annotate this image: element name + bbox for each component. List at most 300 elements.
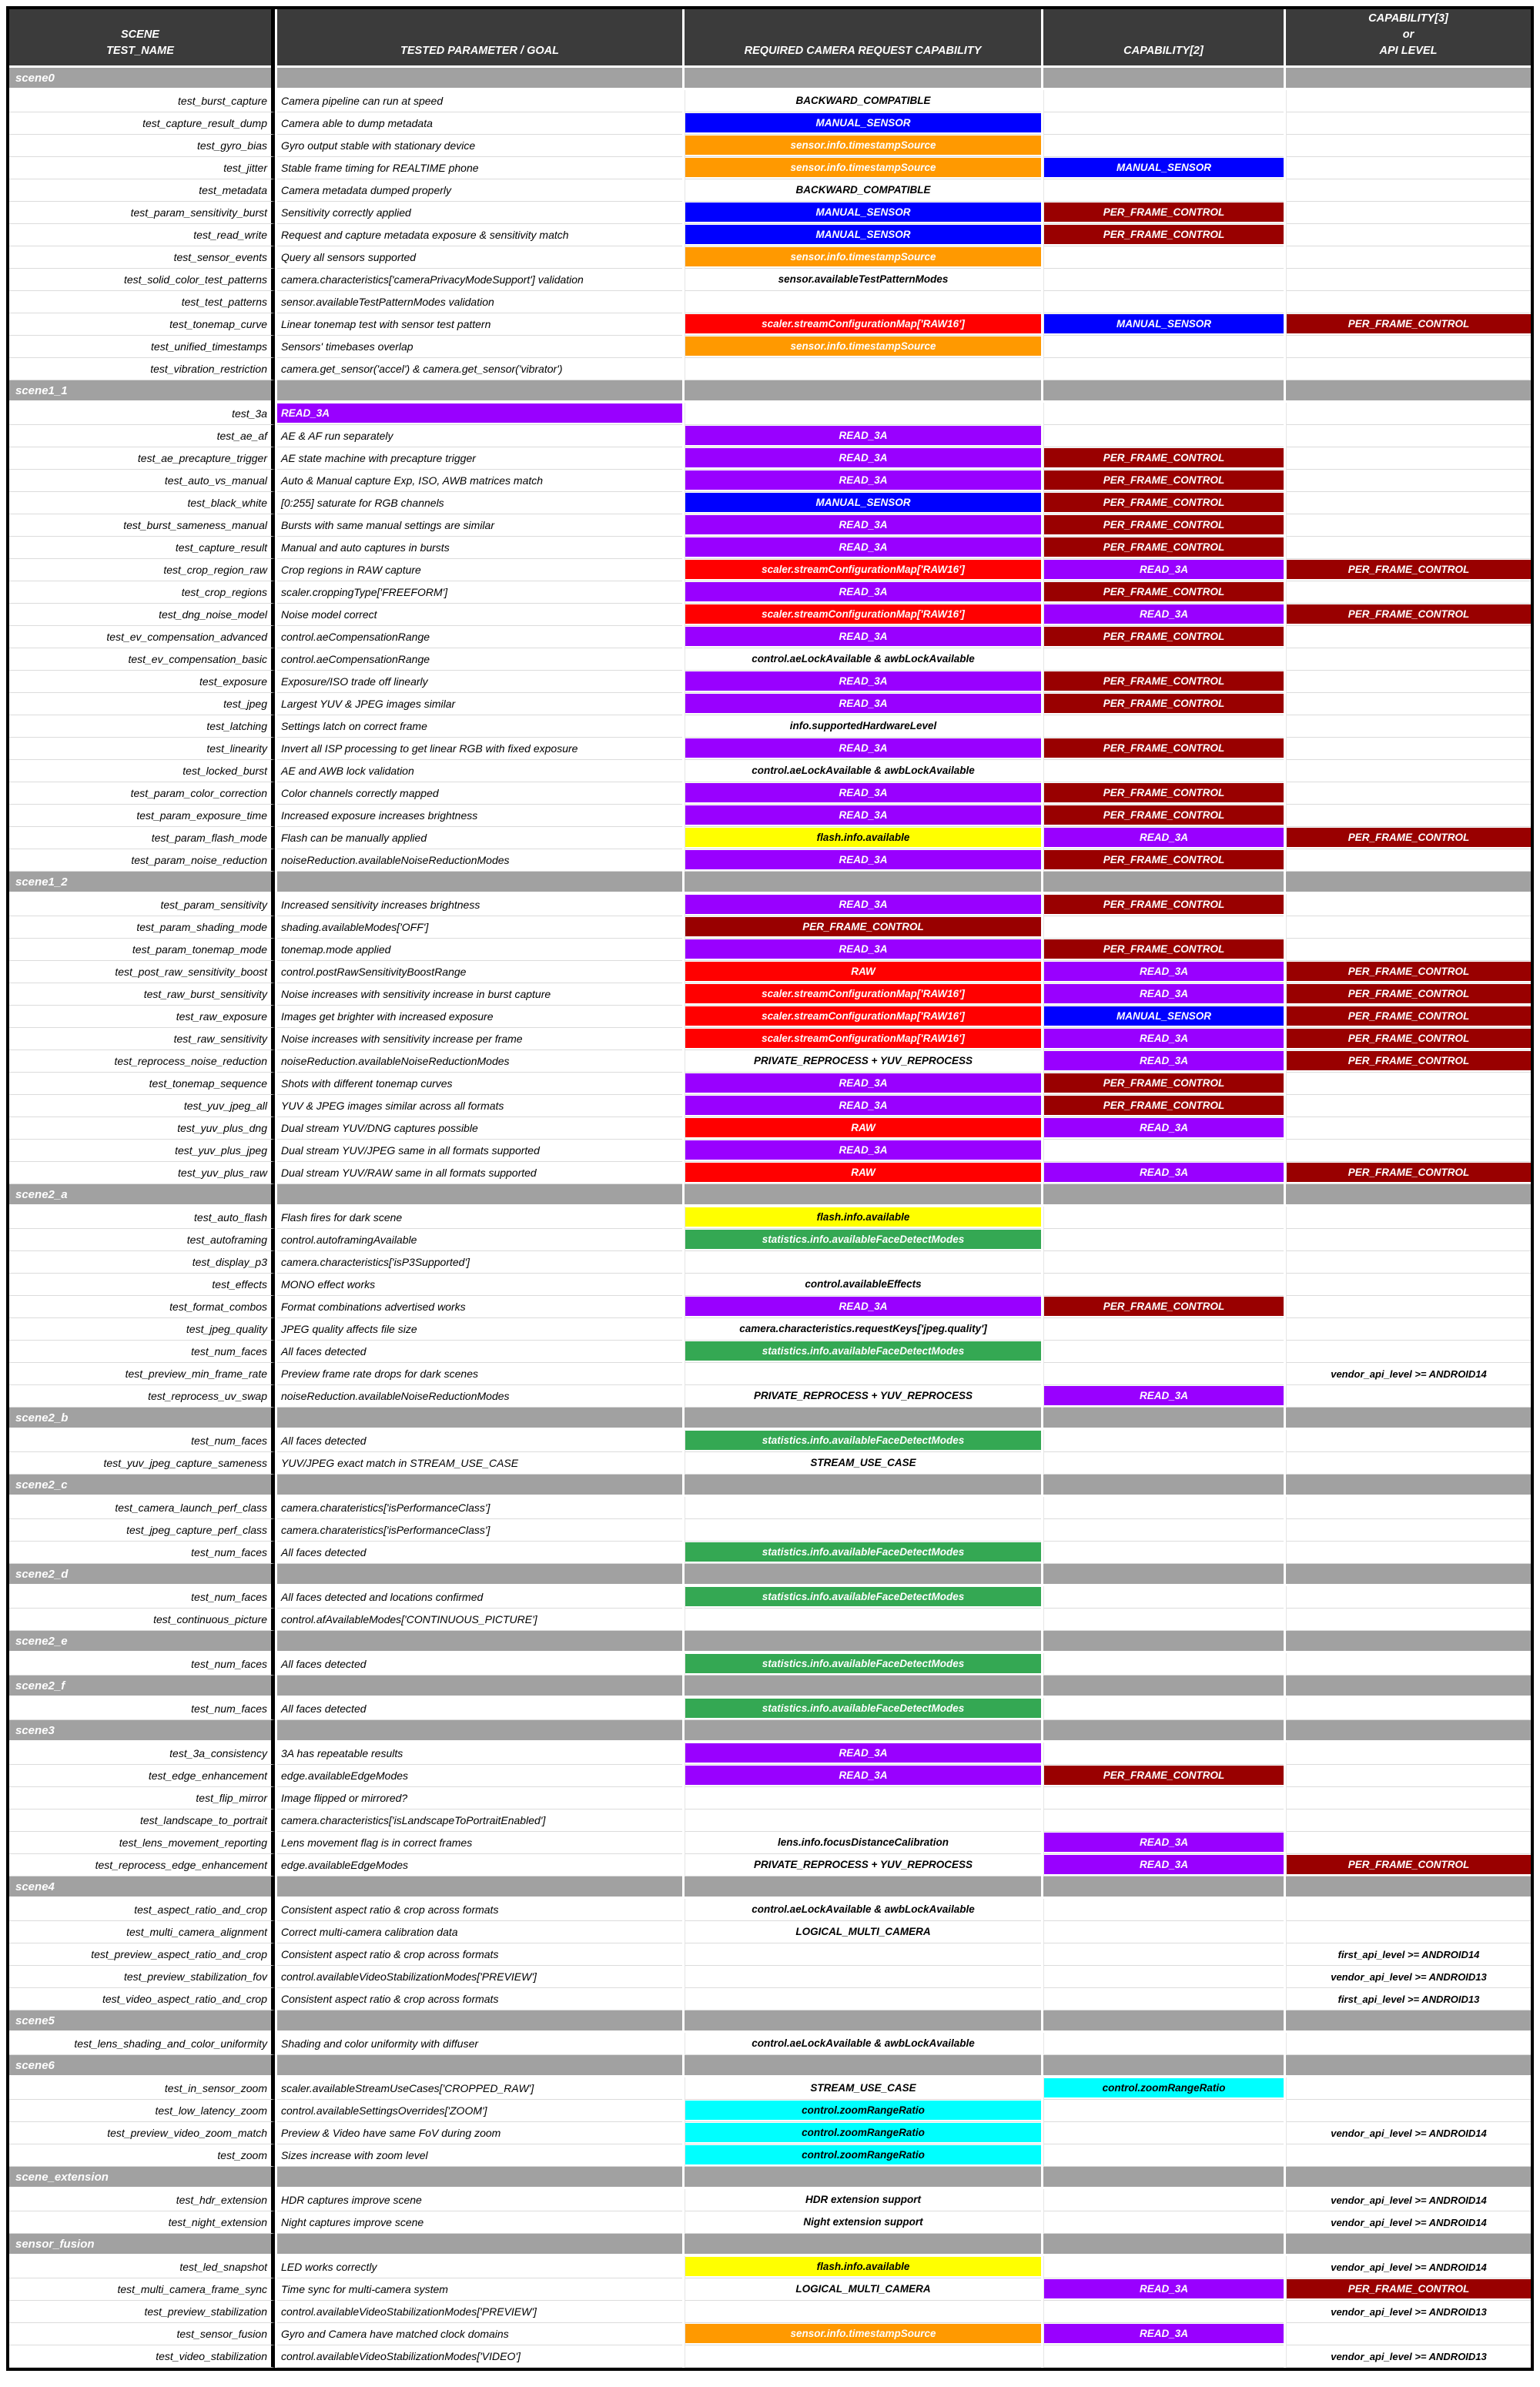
test-name: test_lens_shading_and_color_uniformity bbox=[9, 2033, 275, 2055]
test-name: test_yuv_jpeg_capture_sameness bbox=[9, 1452, 275, 1475]
capability3-or-api-level bbox=[1286, 894, 1531, 916]
required-camera-request-capability bbox=[685, 2122, 1041, 2144]
required-camera-request-capability bbox=[685, 1787, 1041, 1810]
test-row bbox=[9, 514, 1531, 537]
required-camera-request-capability bbox=[685, 1609, 1041, 1631]
test-name: test_yuv_plus_jpeg bbox=[9, 1140, 275, 1162]
capability-badge: scaler.streamConfigurationMap['RAW16'] bbox=[685, 560, 1041, 579]
test-row bbox=[9, 805, 1531, 827]
capability3-or-api-level bbox=[1286, 1006, 1531, 1028]
tested-parameter-goal: edge.availableEdgeModes bbox=[277, 1854, 682, 1876]
test-row bbox=[9, 537, 1531, 559]
test-row bbox=[9, 581, 1531, 604]
scene-bar-segment bbox=[1043, 1564, 1284, 1586]
test-name: test_auto_vs_manual bbox=[9, 470, 275, 492]
test-name: test_jpeg bbox=[9, 693, 275, 715]
capability2 bbox=[1043, 1073, 1284, 1095]
test-name: test_yuv_plus_dng bbox=[9, 1117, 275, 1140]
required-camera-request-capability bbox=[685, 1943, 1041, 1966]
required-camera-request-capability bbox=[685, 112, 1041, 135]
capability2 bbox=[1043, 1140, 1284, 1162]
test-name: test_burst_capture bbox=[9, 90, 275, 112]
scene-bar-segment bbox=[1286, 380, 1531, 403]
capability-badge: sensor.info.timestampSource bbox=[685, 136, 1041, 155]
test-name: test_latching bbox=[9, 715, 275, 738]
scene-bar-segment bbox=[685, 1184, 1041, 1207]
required-camera-request-capability bbox=[685, 782, 1041, 805]
scene-row bbox=[9, 1876, 1531, 1899]
test-name: test_low_latency_zoom bbox=[9, 2100, 275, 2122]
capability2 bbox=[1043, 1832, 1284, 1854]
test-row bbox=[9, 2345, 1531, 2368]
capability2 bbox=[1043, 135, 1284, 157]
test-name: test_post_raw_sensitivity_boost bbox=[9, 961, 275, 983]
required-camera-request-capability bbox=[685, 202, 1041, 224]
tested-parameter-goal: control.availableVideoStabilizationModes['VIDEO'] bbox=[277, 2345, 682, 2368]
test-row bbox=[9, 1140, 1531, 1162]
tested-parameter-goal: LED works correctly bbox=[277, 2256, 682, 2278]
test-row bbox=[9, 827, 1531, 849]
test-name: test_night_extension bbox=[9, 2211, 275, 2234]
scene-bar-segment bbox=[1286, 872, 1531, 894]
required-camera-request-capability bbox=[685, 403, 1041, 425]
tested-parameter-goal: camera.characteristics['isLandscapeToPortraitEnabled'] bbox=[277, 1810, 682, 1832]
required-camera-request-capability bbox=[685, 1140, 1041, 1162]
test-row bbox=[9, 1586, 1531, 1609]
capability3-or-api-level bbox=[1286, 1363, 1531, 1385]
capability-badge: statistics.info.availableFaceDetectModes bbox=[685, 1654, 1041, 1673]
capability-badge: PER_FRAME_CONTROL bbox=[1044, 805, 1284, 825]
tested-parameter-goal: camera.characteristics['cameraPrivacyModeSupport'] validation bbox=[277, 269, 682, 291]
required-camera-request-capability bbox=[685, 470, 1041, 492]
scene-label: scene_extension bbox=[9, 2167, 275, 2189]
required-camera-request-capability bbox=[685, 2189, 1041, 2211]
header-row bbox=[9, 9, 1531, 68]
tested-parameter-goal: noiseReduction.availableNoiseReductionModes bbox=[277, 849, 682, 872]
required-camera-request-capability bbox=[685, 1251, 1041, 1274]
capability2 bbox=[1043, 1810, 1284, 1832]
scene-row bbox=[9, 1720, 1531, 1743]
tested-parameter-goal: Stable frame timing for REALTIME phone bbox=[277, 157, 682, 179]
tested-parameter-goal: control.autoframingAvailable bbox=[277, 1229, 682, 1251]
tested-parameter-goal: Largest YUV & JPEG images similar bbox=[277, 693, 682, 715]
scene-bar-segment bbox=[1286, 2010, 1531, 2033]
scene-bar-segment bbox=[685, 1564, 1041, 1586]
capability3-or-api-level bbox=[1286, 1832, 1531, 1854]
required-camera-request-capability bbox=[685, 425, 1041, 447]
scene-bar-segment bbox=[685, 1676, 1041, 1698]
tested-parameter-goal: [0:255] saturate for RGB channels bbox=[277, 492, 682, 514]
capability2 bbox=[1043, 1653, 1284, 1676]
capability3-or-api-level bbox=[1286, 2323, 1531, 2345]
tested-parameter-goal: YUV & JPEG images similar across all formats bbox=[277, 1095, 682, 1117]
capability3-or-api-level bbox=[1286, 1050, 1531, 1073]
scene-bar-segment bbox=[685, 1408, 1041, 1430]
test-name: test_jitter bbox=[9, 157, 275, 179]
required-camera-request-capability bbox=[685, 1899, 1041, 1921]
capability-badge: READ_3A bbox=[685, 1297, 1041, 1316]
capability2 bbox=[1043, 202, 1284, 224]
scene-bar-segment bbox=[277, 1720, 682, 1743]
tested-parameter-goal: Dual stream YUV/JPEG same in all formats supported bbox=[277, 1140, 682, 1162]
tested-parameter-goal: Gyro and Camera have matched clock domains bbox=[277, 2323, 682, 2345]
scene-bar-segment bbox=[1043, 2234, 1284, 2256]
tested-parameter-goal: Flash can be manually applied bbox=[277, 827, 682, 849]
test-row bbox=[9, 1006, 1531, 1028]
capability-badge: READ_3A bbox=[277, 403, 682, 423]
required-camera-request-capability bbox=[685, 715, 1041, 738]
test-name: test_3a_consistency bbox=[9, 1743, 275, 1765]
scene-label: scene5 bbox=[9, 2010, 275, 2033]
tested-parameter-goal: edge.availableEdgeModes bbox=[277, 1765, 682, 1787]
capability-badge: control.aeLockAvailable & awbLockAvailable bbox=[752, 2037, 975, 2049]
test-name: test_auto_flash bbox=[9, 1207, 275, 1229]
scene-label: scene4 bbox=[9, 1876, 275, 1899]
capability3-or-api-level bbox=[1286, 983, 1531, 1006]
capability-badge: statistics.info.availableFaceDetectModes bbox=[685, 1431, 1041, 1450]
capability-badge: control.aeLockAvailable & awbLockAvailable bbox=[752, 1903, 975, 1915]
test-name: test_flip_mirror bbox=[9, 1787, 275, 1810]
capability2 bbox=[1043, 1519, 1284, 1542]
capability3-or-api-level bbox=[1286, 336, 1531, 358]
test-row bbox=[9, 1698, 1531, 1720]
scene-bar-segment bbox=[277, 2055, 682, 2077]
required-camera-request-capability bbox=[685, 1095, 1041, 1117]
capability-badge: READ_3A bbox=[685, 895, 1041, 914]
capability-badge: READ_3A bbox=[685, 1140, 1041, 1160]
capability-badge: READ_3A bbox=[1044, 1833, 1284, 1852]
test-row bbox=[9, 291, 1531, 313]
capability-badge: Night extension support bbox=[803, 2215, 923, 2228]
scene-row bbox=[9, 2055, 1531, 2077]
capability3-or-api-level bbox=[1286, 447, 1531, 470]
capability-badge: camera.characteristics.requestKeys['jpeg.quality'] bbox=[739, 1322, 987, 1334]
scene-row bbox=[9, 1564, 1531, 1586]
test-name: test_param_color_correction bbox=[9, 782, 275, 805]
test-name: test_black_white bbox=[9, 492, 275, 514]
test-row bbox=[9, 1229, 1531, 1251]
capability-badge: lens.info.focusDistanceCalibration bbox=[777, 1836, 949, 1848]
capability2 bbox=[1043, 1050, 1284, 1073]
test-name: test_exposure bbox=[9, 671, 275, 693]
test-name: test_unified_timestamps bbox=[9, 336, 275, 358]
required-camera-request-capability bbox=[685, 1497, 1041, 1519]
tested-parameter-goal: Camera able to dump metadata bbox=[277, 112, 682, 135]
tested-parameter-goal: Invert all ISP processing to get linear RGB with fixed exposure bbox=[277, 738, 682, 760]
capability-badge: scaler.streamConfigurationMap['RAW16'] bbox=[685, 1006, 1041, 1026]
capability2 bbox=[1043, 1787, 1284, 1810]
scene-bar-segment bbox=[1043, 1184, 1284, 1207]
capability2 bbox=[1043, 2301, 1284, 2323]
tested-parameter-goal: Noise increases with sensitivity increase per frame bbox=[277, 1028, 682, 1050]
capability3-or-api-level bbox=[1286, 805, 1531, 827]
required-camera-request-capability bbox=[685, 224, 1041, 246]
scene-row bbox=[9, 1631, 1531, 1653]
capability2 bbox=[1043, 470, 1284, 492]
test-name: test_solid_color_test_patterns bbox=[9, 269, 275, 291]
required-camera-request-capability bbox=[685, 1162, 1041, 1184]
test-row bbox=[9, 894, 1531, 916]
test-row bbox=[9, 2144, 1531, 2167]
capability-badge: control.zoomRangeRatio bbox=[685, 2123, 1041, 2142]
capability3-or-api-level bbox=[1286, 1430, 1531, 1452]
capability3-or-api-level bbox=[1286, 1943, 1531, 1966]
scene-bar-segment bbox=[277, 872, 682, 894]
test-row bbox=[9, 2323, 1531, 2345]
capability-badge: READ_3A bbox=[1044, 984, 1284, 1003]
test-name: test_num_faces bbox=[9, 1430, 275, 1452]
test-row bbox=[9, 1274, 1531, 1296]
test-name: test_num_faces bbox=[9, 1341, 275, 1363]
capability-badge: scaler.streamConfigurationMap['RAW16'] bbox=[685, 314, 1041, 333]
capability3-or-api-level bbox=[1286, 693, 1531, 715]
capability-badge: PER_FRAME_CONTROL bbox=[1044, 671, 1284, 691]
required-camera-request-capability bbox=[685, 1653, 1041, 1676]
scene-bar-segment bbox=[277, 2234, 682, 2256]
api-level-requirement: first_api_level >= ANDROID14 bbox=[1337, 1948, 1480, 1960]
capability-badge: READ_3A bbox=[685, 1766, 1041, 1785]
capability-badge: scaler.streamConfigurationMap['RAW16'] bbox=[685, 604, 1041, 624]
test-row bbox=[9, 849, 1531, 872]
capability2 bbox=[1043, 604, 1284, 626]
table-body bbox=[9, 68, 1531, 2368]
test-name: test_num_faces bbox=[9, 1653, 275, 1676]
capability-badge: PER_FRAME_CONTROL bbox=[685, 917, 1041, 936]
capability2 bbox=[1043, 894, 1284, 916]
test-name: test_ev_compensation_basic bbox=[9, 648, 275, 671]
test-name: test_gyro_bias bbox=[9, 135, 275, 157]
header-capability3-api-level: CAPABILITY[3] or API LEVEL bbox=[1286, 9, 1531, 68]
capability-badge: PRIVATE_REPROCESS + YUV_REPROCESS bbox=[754, 1389, 973, 1401]
capability3-or-api-level bbox=[1286, 1497, 1531, 1519]
scene-bar-segment bbox=[1286, 1564, 1531, 1586]
capability-badge: MANUAL_SENSOR bbox=[685, 203, 1041, 222]
capability-badge: PER_FRAME_CONTROL bbox=[1287, 828, 1531, 847]
capability-badge: PER_FRAME_CONTROL bbox=[1044, 1297, 1284, 1316]
scene-bar-segment bbox=[685, 872, 1041, 894]
api-level-requirement: vendor_api_level >= ANDROID14 bbox=[1331, 2261, 1487, 2273]
capability3-or-api-level bbox=[1286, 1854, 1531, 1876]
test-name: test_display_p3 bbox=[9, 1251, 275, 1274]
header-capability2: CAPABILITY[2] bbox=[1043, 9, 1284, 68]
capability-badge: flash.info.available bbox=[685, 2257, 1041, 2276]
capability-badge: info.supportedHardwareLevel bbox=[789, 719, 937, 732]
scene-bar-segment bbox=[1043, 2055, 1284, 2077]
capability-badge: statistics.info.availableFaceDetectModes bbox=[685, 1341, 1041, 1361]
capability3-or-api-level bbox=[1286, 648, 1531, 671]
capability-badge: PER_FRAME_CONTROL bbox=[1044, 470, 1284, 490]
tested-parameter-goal: camera.get_sensor('accel') & camera.get_sensor('vibrator') bbox=[277, 358, 682, 380]
test-name: test_crop_region_raw bbox=[9, 559, 275, 581]
test-row bbox=[9, 1653, 1531, 1676]
tested-parameter-goal: scaler.availableStreamUseCases['CROPPED_RAW'] bbox=[277, 2077, 682, 2100]
test-row bbox=[9, 693, 1531, 715]
capability-badge: PER_FRAME_CONTROL bbox=[1044, 203, 1284, 222]
required-camera-request-capability bbox=[685, 1296, 1041, 1318]
capability-badge: READ_3A bbox=[685, 939, 1041, 959]
required-camera-request-capability bbox=[685, 1542, 1041, 1564]
capability-badge: READ_3A bbox=[685, 805, 1041, 825]
test-row bbox=[9, 2189, 1531, 2211]
capability-badge: PER_FRAME_CONTROL bbox=[1287, 984, 1531, 1003]
required-camera-request-capability bbox=[685, 961, 1041, 983]
required-camera-request-capability bbox=[685, 1073, 1041, 1095]
test-row bbox=[9, 2122, 1531, 2144]
tested-parameter-goal: Consistent aspect ratio & crop across formats bbox=[277, 1943, 682, 1966]
required-camera-request-capability bbox=[685, 1229, 1041, 1251]
test-row bbox=[9, 90, 1531, 112]
test-name: test_ae_precapture_trigger bbox=[9, 447, 275, 470]
scene-label: scene2_f bbox=[9, 1676, 275, 1698]
capability3-or-api-level bbox=[1286, 1921, 1531, 1943]
required-camera-request-capability bbox=[685, 2256, 1041, 2278]
capability2 bbox=[1043, 2256, 1284, 2278]
required-camera-request-capability bbox=[685, 447, 1041, 470]
scene-label: scene2_e bbox=[9, 1631, 275, 1653]
tested-parameter-goal: Correct multi-camera calibration data bbox=[277, 1921, 682, 1943]
capability2 bbox=[1043, 1497, 1284, 1519]
tested-parameter-goal: YUV/JPEG exact match in STREAM_USE_CASE bbox=[277, 1452, 682, 1475]
capability3-or-api-level bbox=[1286, 246, 1531, 269]
test-name: test_preview_min_frame_rate bbox=[9, 1363, 275, 1385]
required-camera-request-capability bbox=[685, 2077, 1041, 2100]
api-level-requirement: vendor_api_level >= ANDROID13 bbox=[1331, 2305, 1487, 2318]
capability-badge: PER_FRAME_CONTROL bbox=[1287, 560, 1531, 579]
test-row bbox=[9, 224, 1531, 246]
capability-badge: PER_FRAME_CONTROL bbox=[1044, 939, 1284, 959]
capability3-or-api-level bbox=[1286, 1207, 1531, 1229]
tested-parameter-goal: All faces detected and locations confirmed bbox=[277, 1586, 682, 1609]
capability2 bbox=[1043, 2189, 1284, 2211]
test-row bbox=[9, 492, 1531, 514]
capability3-or-api-level bbox=[1286, 358, 1531, 380]
capability-badge: READ_3A bbox=[685, 1073, 1041, 1093]
required-camera-request-capability bbox=[685, 760, 1041, 782]
test-row bbox=[9, 1430, 1531, 1452]
test-row bbox=[9, 1921, 1531, 1943]
test-row bbox=[9, 1251, 1531, 1274]
tested-parameter-goal: Increased exposure increases brightness bbox=[277, 805, 682, 827]
required-camera-request-capability bbox=[685, 157, 1041, 179]
capability2 bbox=[1043, 112, 1284, 135]
capability2 bbox=[1043, 849, 1284, 872]
capability2 bbox=[1043, 805, 1284, 827]
test-row bbox=[9, 1162, 1531, 1184]
scene-bar-segment bbox=[1043, 2167, 1284, 2189]
required-camera-request-capability bbox=[685, 514, 1041, 537]
required-camera-request-capability bbox=[685, 1519, 1041, 1542]
test-name: test_video_stabilization bbox=[9, 2345, 275, 2368]
required-camera-request-capability bbox=[685, 537, 1041, 559]
tested-parameter-goal: Sensors' timebases overlap bbox=[277, 336, 682, 358]
capability-badge: statistics.info.availableFaceDetectModes bbox=[685, 1542, 1041, 1562]
test-name: test_param_flash_mode bbox=[9, 827, 275, 849]
capability-badge: sensor.info.timestampSource bbox=[685, 336, 1041, 356]
scene-bar-segment bbox=[277, 1475, 682, 1497]
capability3-or-api-level bbox=[1286, 581, 1531, 604]
capability2 bbox=[1043, 224, 1284, 246]
test-name: test_param_tonemap_mode bbox=[9, 939, 275, 961]
required-camera-request-capability bbox=[685, 246, 1041, 269]
tested-parameter-goal: Sizes increase with zoom level bbox=[277, 2144, 682, 2167]
test-name: test_num_faces bbox=[9, 1698, 275, 1720]
tested-parameter-goal: Shots with different tonemap curves bbox=[277, 1073, 682, 1095]
tested-parameter-goal: Dual stream YUV/RAW same in all formats supported bbox=[277, 1162, 682, 1184]
capability-badge: READ_3A bbox=[1044, 1386, 1284, 1405]
capability-badge: STREAM_USE_CASE bbox=[810, 2081, 916, 2094]
tested-parameter-goal: HDR captures improve scene bbox=[277, 2189, 682, 2211]
capability3-or-api-level bbox=[1286, 1966, 1531, 1988]
required-camera-request-capability bbox=[685, 738, 1041, 760]
required-camera-request-capability bbox=[685, 291, 1041, 313]
capability2 bbox=[1043, 1609, 1284, 1631]
capability-badge: READ_3A bbox=[1044, 1051, 1284, 1070]
capability2 bbox=[1043, 1296, 1284, 1318]
capability2 bbox=[1043, 1028, 1284, 1050]
tested-parameter-goal: 3A has repeatable results bbox=[277, 1743, 682, 1765]
capability3-or-api-level bbox=[1286, 90, 1531, 112]
required-camera-request-capability bbox=[685, 1207, 1041, 1229]
capability-badge: READ_3A bbox=[685, 783, 1041, 802]
test-row bbox=[9, 1095, 1531, 1117]
capability2 bbox=[1043, 715, 1284, 738]
test-matrix-table bbox=[6, 6, 1534, 2371]
capability3-or-api-level bbox=[1286, 916, 1531, 939]
scene-bar-segment bbox=[1286, 1408, 1531, 1430]
test-name: test_edge_enhancement bbox=[9, 1765, 275, 1787]
test-name: test_continuous_picture bbox=[9, 1609, 275, 1631]
capability2 bbox=[1043, 313, 1284, 336]
scene-label: scene1_1 bbox=[9, 380, 275, 403]
required-camera-request-capability bbox=[685, 1117, 1041, 1140]
test-name: test_ev_compensation_advanced bbox=[9, 626, 275, 648]
scene-bar-segment bbox=[277, 380, 682, 403]
test-name: test_autoframing bbox=[9, 1229, 275, 1251]
test-name: test_ae_af bbox=[9, 425, 275, 447]
capability3-or-api-level bbox=[1286, 112, 1531, 135]
test-name: test_param_noise_reduction bbox=[9, 849, 275, 872]
scene-label: sensor_fusion bbox=[9, 2234, 275, 2256]
capability3-or-api-level bbox=[1286, 1028, 1531, 1050]
capability-badge: READ_3A bbox=[685, 694, 1041, 713]
tested-parameter-goal: Consistent aspect ratio & crop across formats bbox=[277, 1988, 682, 2010]
api-level-requirement: first_api_level >= ANDROID13 bbox=[1337, 1993, 1480, 2005]
required-camera-request-capability bbox=[685, 2211, 1041, 2234]
test-name: test_effects bbox=[9, 1274, 275, 1296]
tested-parameter-goal: Linear tonemap test with sensor test pattern bbox=[277, 313, 682, 336]
capability-badge: statistics.info.availableFaceDetectModes bbox=[685, 1230, 1041, 1249]
tested-parameter-goal: MONO effect works bbox=[277, 1274, 682, 1296]
tested-parameter-goal: All faces detected bbox=[277, 1698, 682, 1720]
tested-parameter-goal: control.aeCompensationRange bbox=[277, 626, 682, 648]
capability-badge: BACKWARD_COMPATIBLE bbox=[795, 94, 931, 106]
test-row bbox=[9, 1318, 1531, 1341]
capability-badge: sensor.availableTestPatternModes bbox=[778, 273, 949, 285]
tested-parameter-goal: Noise model correct bbox=[277, 604, 682, 626]
capability2 bbox=[1043, 336, 1284, 358]
required-camera-request-capability bbox=[685, 179, 1041, 202]
test-row bbox=[9, 202, 1531, 224]
capability2 bbox=[1043, 1363, 1284, 1385]
capability2 bbox=[1043, 1318, 1284, 1341]
scene-row bbox=[9, 380, 1531, 403]
required-camera-request-capability bbox=[685, 135, 1041, 157]
capability-badge: statistics.info.availableFaceDetectModes bbox=[685, 1699, 1041, 1718]
tested-parameter-goal: camera.charateristics['isPerformanceClass'] bbox=[277, 1497, 682, 1519]
scene-bar-segment bbox=[685, 2167, 1041, 2189]
capability3-or-api-level bbox=[1286, 2077, 1531, 2100]
capability-badge: PER_FRAME_CONTROL bbox=[1287, 604, 1531, 624]
